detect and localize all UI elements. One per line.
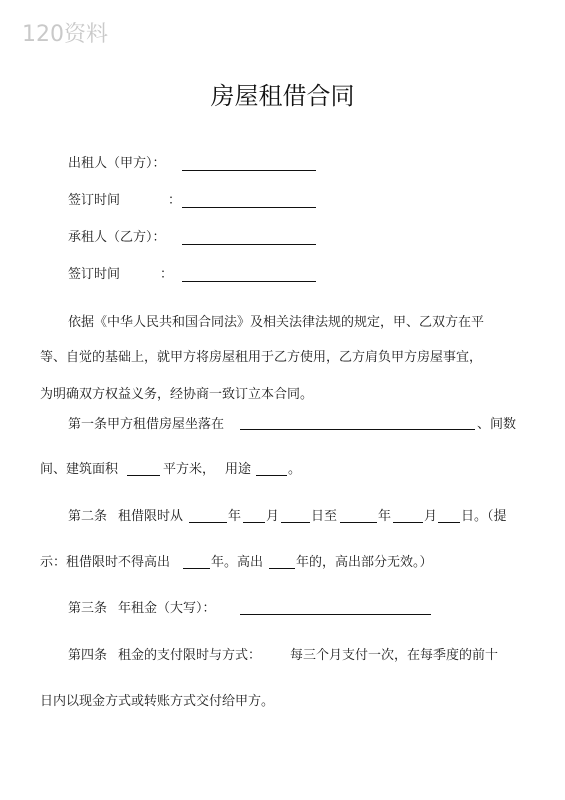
- lessee-date-colon: ：: [160, 267, 174, 282]
- article4-text-c: 每三个月支付一次，在每季度的前十: [290, 648, 499, 663]
- article2-month1: 月: [266, 509, 280, 524]
- article2-end-month-blank[interactable]: [393, 522, 423, 523]
- article2-year1: 年: [228, 509, 242, 524]
- article2-year2: 年: [378, 509, 392, 524]
- lessee-date-blank[interactable]: [182, 281, 316, 282]
- article1-text-e: 用途: [225, 462, 252, 477]
- article2-limit-blank[interactable]: [183, 568, 210, 569]
- article2-month2: 月: [424, 509, 438, 524]
- article2-text-e: 年的，高出部分无效。）: [296, 555, 433, 570]
- lessor-date-colon: ：: [168, 193, 182, 208]
- page-title: 房屋租借合同: [210, 82, 355, 110]
- article3-rent-blank[interactable]: [240, 614, 431, 615]
- article2-start-day-blank[interactable]: [281, 522, 310, 523]
- lessee-blank[interactable]: [182, 244, 316, 245]
- article1-use-blank[interactable]: [256, 475, 287, 476]
- article2-day1: 日至: [311, 509, 338, 524]
- article2-start-month-blank[interactable]: [243, 522, 265, 523]
- article3-text-a: 第三条: [68, 601, 108, 616]
- article1-text-b: 、间数: [477, 417, 517, 432]
- watermark: 120资料: [22, 22, 108, 47]
- preamble-line-1: 依据《中华人民共和国合同法》及相关法律法规的规定，甲、乙双方在平: [68, 315, 485, 330]
- preamble-line-3: 为明确双方权益义务，经协商一致订立本合同。: [40, 387, 314, 402]
- article2-exceed-blank[interactable]: [269, 568, 295, 569]
- lessor-date-blank[interactable]: [182, 207, 316, 208]
- lessor-blank[interactable]: [182, 170, 316, 171]
- article2-text-a: 第二条: [68, 509, 108, 524]
- article2-text-b: 租借限时从: [118, 509, 184, 524]
- lessor-label: 出租人（甲方）：: [68, 156, 166, 171]
- article1-text-d: 平方米，: [163, 462, 216, 477]
- article2-end-day-blank[interactable]: [438, 522, 460, 523]
- article3-text-b: 年租金（大写）：: [118, 601, 216, 616]
- article1-text-c: 间、建筑面积: [40, 462, 119, 477]
- lessee-label: 承租人（乙方）：: [68, 230, 166, 245]
- article2-start-year-blank[interactable]: [189, 522, 227, 523]
- article1-area-blank[interactable]: [127, 475, 160, 476]
- article1-location-blank[interactable]: [240, 429, 475, 430]
- article1-text-f: 。: [288, 462, 302, 477]
- article2-text-d: 年。高出: [211, 555, 264, 570]
- article2-text-c: 示：租借限时不得高出: [40, 555, 171, 570]
- article2-end-year-blank[interactable]: [340, 522, 377, 523]
- article1-text-a: 第一条甲方租借房屋坐落在: [68, 417, 225, 432]
- lessee-date-label: 签订时间: [68, 267, 121, 282]
- preamble-line-2: 等、自觉的基础上，就甲方将房屋租用于乙方使用，乙方肩负甲方房屋事宜，: [40, 350, 483, 365]
- article4-text-a: 第四条: [68, 648, 108, 663]
- article4-text-b: 租金的支付限时与方式：: [118, 648, 262, 663]
- article4-text-d: 日内以现金方式或转账方式交付给甲方。: [40, 694, 275, 709]
- lessor-date-label: 签订时间: [68, 193, 121, 208]
- article2-day2: 日。（提: [461, 509, 507, 524]
